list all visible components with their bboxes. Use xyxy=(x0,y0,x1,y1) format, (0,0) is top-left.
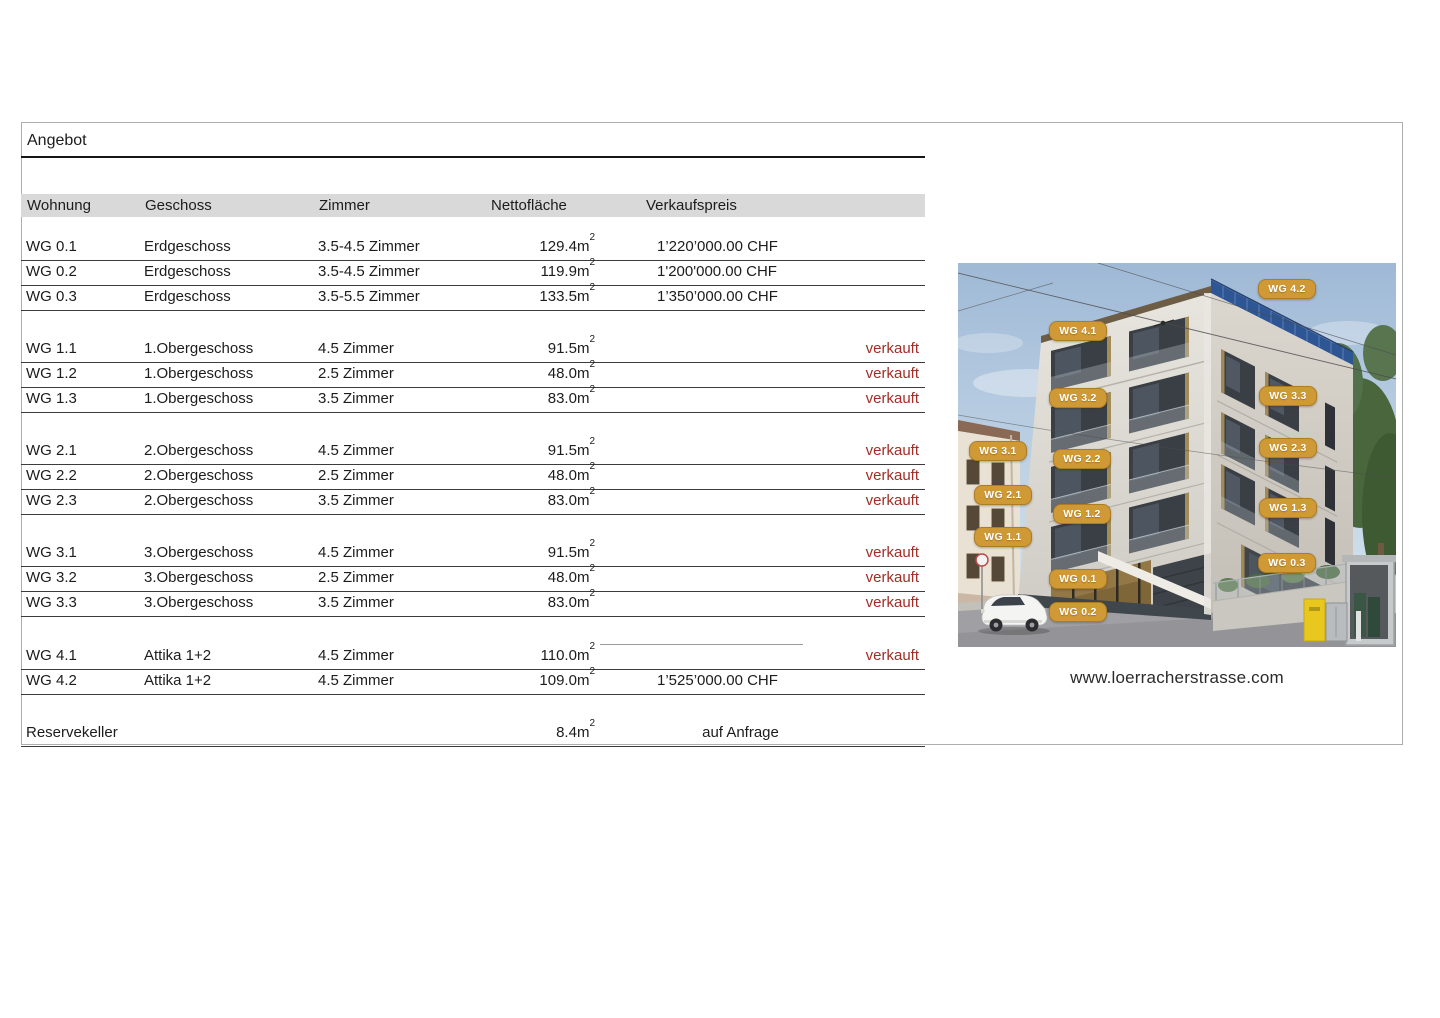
col-header-wohnung: Wohnung xyxy=(27,197,91,214)
cell-zimmer: 3.5 Zimmer xyxy=(318,390,394,407)
cell-nettoflaeche xyxy=(451,588,595,615)
table-row xyxy=(21,666,925,695)
area-superscript: 2 xyxy=(589,538,595,549)
area-value: 48.0 xyxy=(547,569,577,586)
area-value: 8.4 xyxy=(556,724,577,741)
area-superscript: 2 xyxy=(589,666,595,677)
cell-wohnung: WG 0.1 xyxy=(26,238,77,255)
cell-zimmer: 4.5 Zimmer xyxy=(318,442,394,459)
area-superscript: 2 xyxy=(589,282,595,293)
building-unit-label: WG 3.1 xyxy=(969,441,1027,461)
area-unit: m xyxy=(576,672,590,689)
cell-wohnung: WG 0.2 xyxy=(26,263,77,280)
table-row xyxy=(21,257,925,286)
cell-wohnung: WG 1.1 xyxy=(26,340,77,357)
building-unit-label: WG 0.2 xyxy=(1049,602,1107,622)
cell-nettoflaeche xyxy=(451,666,595,693)
area-superscript: 2 xyxy=(589,461,595,472)
col-header-geschoss: Geschoss xyxy=(145,197,212,214)
area-superscript: 2 xyxy=(589,334,595,345)
area-superscript: 2 xyxy=(589,436,595,447)
area-value: 119.9 xyxy=(540,263,577,280)
building-unit-label: WG 0.3 xyxy=(1258,553,1316,573)
area-unit: m xyxy=(576,365,590,382)
area-superscript: 2 xyxy=(589,641,595,652)
area-superscript: 2 xyxy=(589,588,595,599)
cell-geschoss: 2.Obergeschoss xyxy=(144,492,254,509)
cell-verkaufspreis: auf Anfrage xyxy=(702,724,779,741)
page-title: Angebot xyxy=(27,132,87,149)
cell-status: verkauft xyxy=(865,442,919,459)
cell-geschoss: Attika 1+2 xyxy=(144,672,212,689)
cell-zimmer: 3.5 Zimmer xyxy=(318,594,394,611)
table-row xyxy=(21,282,925,311)
area-unit: m xyxy=(576,288,590,305)
area-value: 109.0 xyxy=(539,672,577,689)
cell-status: verkauft xyxy=(865,647,919,664)
cell-zimmer: 3.5-4.5 Zimmer xyxy=(318,238,420,255)
cell-nettoflaeche xyxy=(451,563,595,590)
area-unit: m xyxy=(576,467,590,484)
building-unit-label: WG 2.2 xyxy=(1053,449,1111,469)
wire-clamp xyxy=(1161,321,1166,326)
area-unit: m xyxy=(576,340,590,357)
table-row xyxy=(21,384,925,413)
price-separator-line xyxy=(600,644,803,645)
cell-zimmer: 2.5 Zimmer xyxy=(318,365,394,382)
table-row xyxy=(21,718,925,747)
table-row xyxy=(21,334,925,363)
cell-wohnung: Reservekeller xyxy=(26,724,118,741)
building-unit-label: WG 4.2 xyxy=(1258,279,1316,299)
table-row xyxy=(21,436,925,465)
cell-nettoflaeche xyxy=(451,641,595,668)
area-value: 91.5 xyxy=(547,544,577,561)
area-value: 129.4 xyxy=(539,238,577,255)
cell-geschoss: 2.Obergeschoss xyxy=(144,442,254,459)
cell-wohnung: WG 4.2 xyxy=(26,672,77,689)
building-photo xyxy=(958,263,1396,647)
cell-nettoflaeche xyxy=(451,334,595,361)
cell-geschoss: 1.Obergeschoss xyxy=(144,390,254,407)
building-unit-label: WG 0.1 xyxy=(1049,569,1107,589)
cell-wohnung: WG 0.3 xyxy=(26,288,77,305)
cell-zimmer: 4.5 Zimmer xyxy=(318,544,394,561)
col-header-verkaufspreis: Verkaufspreis xyxy=(646,197,737,214)
cell-status: verkauft xyxy=(865,467,919,484)
building-unit-label: WG 4.1 xyxy=(1049,321,1107,341)
cell-geschoss: 3.Obergeschoss xyxy=(144,569,254,586)
cell-nettoflaeche xyxy=(451,257,595,284)
table-row xyxy=(21,232,925,261)
table-row xyxy=(21,538,925,567)
cell-geschoss: 3.Obergeschoss xyxy=(144,544,254,561)
area-value: 83.0 xyxy=(547,390,577,407)
cell-status: verkauft xyxy=(865,569,919,586)
area-value: 48.0 xyxy=(547,365,577,382)
area-unit: m xyxy=(576,594,590,611)
area-superscript: 2 xyxy=(589,486,595,497)
building-unit-label: WG 3.2 xyxy=(1049,388,1107,408)
building-unit-label: WG 2.1 xyxy=(974,485,1032,505)
building-left-facade xyxy=(1018,286,1211,647)
area-value: 110.0 xyxy=(540,647,577,664)
area-value: 48.0 xyxy=(547,467,577,484)
table-header-row xyxy=(21,194,925,217)
cell-zimmer: 3.5-5.5 Zimmer xyxy=(318,288,420,305)
cell-zimmer: 3.5 Zimmer xyxy=(318,492,394,509)
area-unit: m xyxy=(576,390,590,407)
area-value: 83.0 xyxy=(547,492,577,509)
cell-geschoss: 2.Obergeschoss xyxy=(144,467,254,484)
cell-zimmer: 4.5 Zimmer xyxy=(318,340,394,357)
cell-geschoss: Erdgeschoss xyxy=(144,263,231,280)
cell-nettoflaeche xyxy=(451,384,595,411)
area-superscript: 2 xyxy=(589,257,595,268)
title-underline xyxy=(21,156,925,158)
area-superscript: 2 xyxy=(589,359,595,370)
cell-wohnung: WG 4.1 xyxy=(26,647,77,664)
website-url: www.loerracherstrasse.com xyxy=(1070,668,1284,687)
cell-zimmer: 3.5-4.5 Zimmer xyxy=(318,263,420,280)
area-superscript: 2 xyxy=(589,563,595,574)
cell-verkaufspreis: 1'200'000.00 CHF xyxy=(657,263,777,280)
cell-zimmer: 2.5 Zimmer xyxy=(318,467,394,484)
table-row xyxy=(21,461,925,490)
cell-geschoss: 1.Obergeschoss xyxy=(144,365,254,382)
area-unit: m xyxy=(576,544,590,561)
cell-wohnung: WG 2.1 xyxy=(26,442,77,459)
cell-nettoflaeche xyxy=(451,461,595,488)
cell-geschoss: 3.Obergeschoss xyxy=(144,594,254,611)
cell-zimmer: 2.5 Zimmer xyxy=(318,569,394,586)
area-value: 91.5 xyxy=(547,340,577,357)
area-unit: m xyxy=(576,724,590,741)
area-superscript: 2 xyxy=(589,232,595,243)
area-value: 83.0 xyxy=(547,594,577,611)
table-row xyxy=(21,486,925,515)
cell-wohnung: WG 3.3 xyxy=(26,594,77,611)
cell-wohnung: WG 1.2 xyxy=(26,365,77,382)
cell-wohnung: WG 2.2 xyxy=(26,467,77,484)
table-row xyxy=(21,359,925,388)
cell-wohnung: WG 3.1 xyxy=(26,544,77,561)
cell-status: verkauft xyxy=(865,594,919,611)
cell-verkaufspreis: 1’525’000.00 CHF xyxy=(657,672,778,689)
area-superscript: 2 xyxy=(589,384,595,395)
area-unit: m xyxy=(576,492,590,509)
cell-nettoflaeche xyxy=(451,436,595,463)
table-row xyxy=(21,588,925,617)
area-unit: m xyxy=(576,569,590,586)
table-row xyxy=(21,563,925,592)
area-superscript: 2 xyxy=(589,718,595,729)
cell-wohnung: WG 3.2 xyxy=(26,569,77,586)
col-header-zimmer: Zimmer xyxy=(319,197,370,214)
cell-geschoss: Erdgeschoss xyxy=(144,238,231,255)
cell-status: verkauft xyxy=(865,544,919,561)
cell-status: verkauft xyxy=(865,390,919,407)
cell-verkaufspreis: 1’350’000.00 CHF xyxy=(657,288,778,305)
building-unit-label: WG 1.1 xyxy=(974,527,1032,547)
cell-nettoflaeche xyxy=(451,232,595,259)
cell-nettoflaeche xyxy=(451,359,595,386)
building-unit-label: WG 1.3 xyxy=(1259,498,1317,518)
cell-nettoflaeche xyxy=(451,486,595,513)
building-unit-label: WG 2.3 xyxy=(1259,438,1317,458)
cell-wohnung: WG 1.3 xyxy=(26,390,77,407)
area-value: 133.5 xyxy=(539,288,577,305)
col-header-nettoflaeche: Nettofläche xyxy=(491,197,567,214)
cell-geschoss: Erdgeschoss xyxy=(144,288,231,305)
cell-geschoss: 1.Obergeschoss xyxy=(144,340,254,357)
cell-nettoflaeche xyxy=(451,538,595,565)
cell-wohnung: WG 2.3 xyxy=(26,492,77,509)
cell-status: verkauft xyxy=(865,492,919,509)
area-unit: m xyxy=(576,238,590,255)
cell-zimmer: 4.5 Zimmer xyxy=(318,647,394,664)
area-unit: m xyxy=(576,647,590,664)
cell-geschoss: Attika 1+2 xyxy=(144,647,212,664)
area-unit: m xyxy=(576,442,590,459)
building-unit-label: WG 3.3 xyxy=(1259,386,1317,406)
cell-zimmer: 4.5 Zimmer xyxy=(318,672,394,689)
area-value: 91.5 xyxy=(547,442,577,459)
area-unit: m xyxy=(576,263,590,280)
table-row xyxy=(21,641,925,670)
cell-nettoflaeche xyxy=(451,282,595,309)
cell-status: verkauft xyxy=(865,340,919,357)
cell-status: verkauft xyxy=(865,365,919,382)
building-unit-label: WG 1.2 xyxy=(1053,504,1111,524)
cell-verkaufspreis: 1’220’000.00 CHF xyxy=(657,238,778,255)
cell-nettoflaeche xyxy=(451,718,595,745)
